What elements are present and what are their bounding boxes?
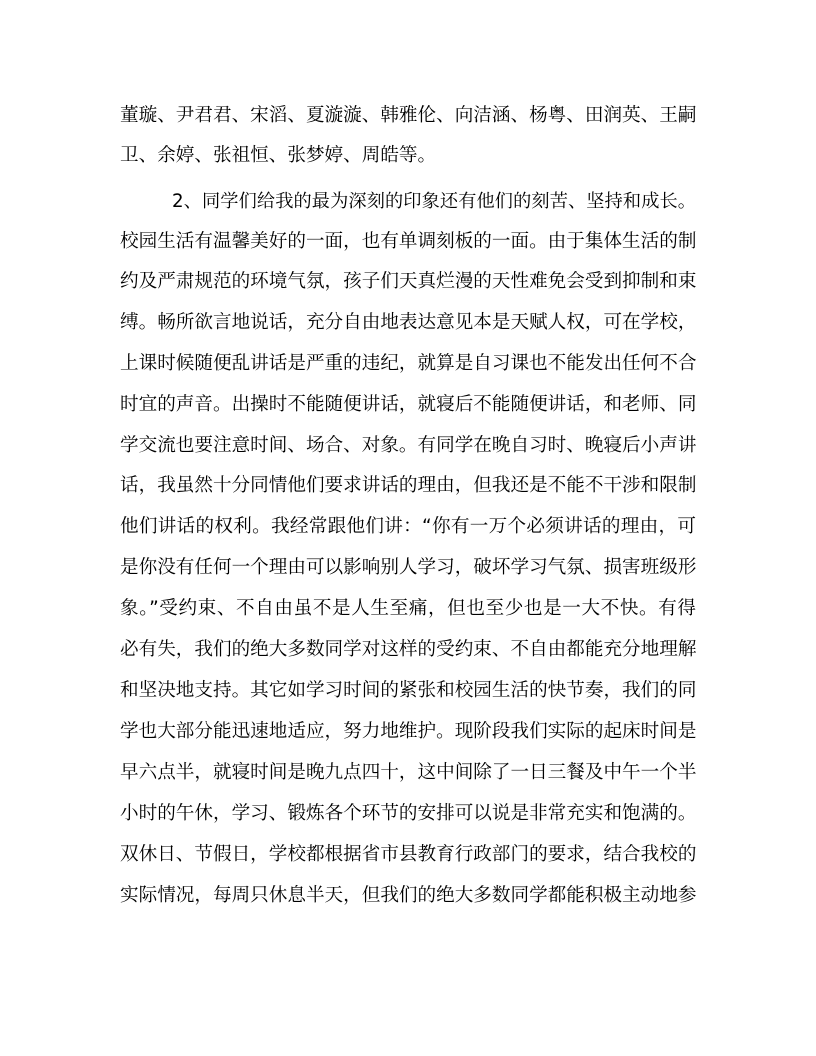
text-line: 双休日、节假日，学校都根据省市县教育行政部门的要求，结合我校的 xyxy=(120,844,697,865)
text-line: 董璇、尹君君、宋滔、夏漩漩、韩雅伦、向洁涵、杨粤、田润英、王嗣 xyxy=(120,105,697,126)
text-line: 他们讲话的权利。我经常跟他们讲：“你有一万个必须讲话的理由，可 xyxy=(120,516,696,537)
text-line: 是你没有任何一个理由可以影响别人学习，破坏学习气氛、损害班级形 xyxy=(120,557,697,578)
text-line: 早六点半，就寝时间是晚九点四十，这中间除了一日三餐及中午一个半 xyxy=(120,762,697,783)
text-line: 必有失，我们的绝大多数同学对这样的受约束、不自由都能充分地理解 xyxy=(120,639,697,660)
text-line: 小时的午休，学习、锻炼各个环节的安排可以说是非常充实和饱满的。 xyxy=(120,803,697,824)
text-line: 和坚决地支持。其它如学习时间的紧张和校园生活的快节奏，我们的同 xyxy=(120,680,697,701)
text-line: 上课时候随便乱讲话是严重的违纪，就算是自习课也不能发出任何不合 xyxy=(120,353,697,374)
text-line: 学交流也要注意时间、场合、对象。有同学在晚自习时、晚寝后小声讲 xyxy=(120,435,697,456)
text-line: 缚。畅所欲言地说话，充分自由地表达意见本是天赋人权，可在学校， xyxy=(120,312,697,333)
text-line: 学也大部分能迅速地适应，努力地维护。现阶段我们实际的起床时间是 xyxy=(120,721,697,742)
text-line: 约及严肃规范的环境气氛，孩子们天真烂漫的天性难免会受到抑制和束 xyxy=(120,271,697,292)
text-line: 校园生活有温馨美好的一面，也有单调刻板的一面。由于集体生活的制 xyxy=(120,231,697,252)
text-line: 时宜的声音。出操时不能随便讲话，就寝后不能随便讲话，和老师、同 xyxy=(120,394,697,415)
text-line: 象。”受约束、不自由虽不是人生至痛，但也至少也是一大不快。有得 xyxy=(120,598,696,619)
paragraph-first-line: 2、同学们给我的最为深刻的印象还有他们的刻苦、坚持和成长。 xyxy=(172,191,696,212)
text-line: 实际情况，每周只休息半天，但我们的绝大多数同学都能积极主动地参 xyxy=(120,885,697,906)
text-line: 话，我虽然十分同情他们要求讲话的理由，但我还是不能不干涉和限制 xyxy=(120,475,697,496)
text-line: 卫、余婷、张祖恒、张梦婷、周皓等。 xyxy=(120,145,437,166)
